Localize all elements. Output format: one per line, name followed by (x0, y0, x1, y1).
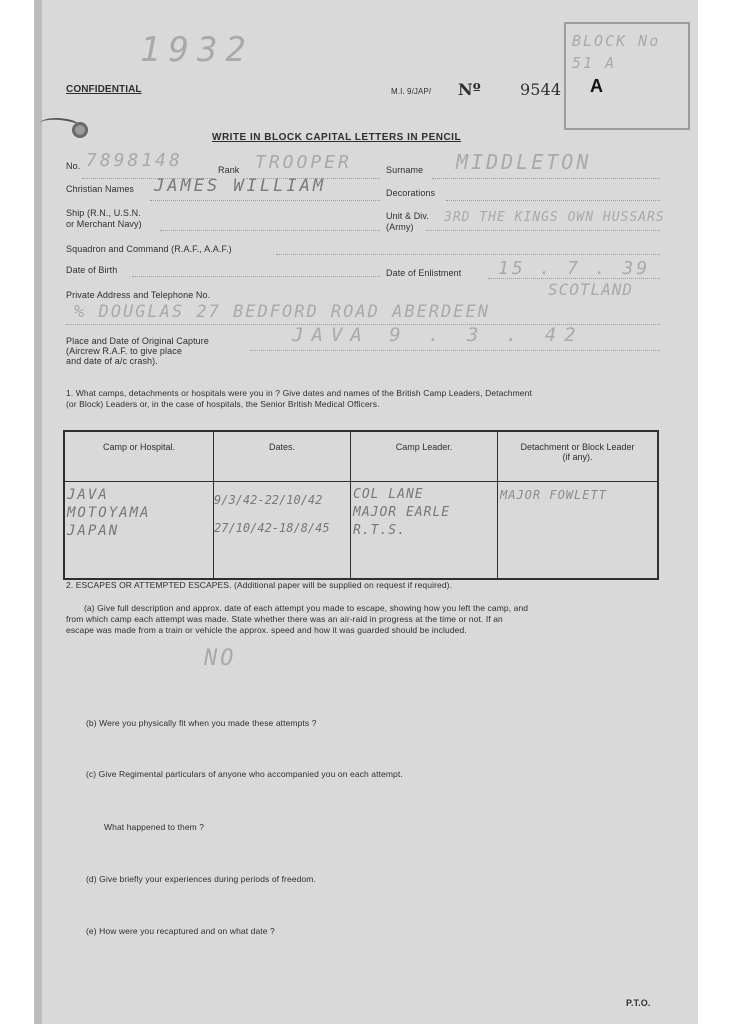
question-1-line-2: (or Block) Leaders or, in the case of hospitals, the Senior British Medical Officers. (66, 399, 380, 409)
capture-label-2: (Aircrew R.A.F. to give place (66, 346, 182, 356)
table-row (64, 482, 658, 580)
unit-label-2: (Army) (386, 222, 414, 232)
cell-camp-leader: COL LANE MAJOR EARLE R.T.S. (353, 487, 451, 538)
cell-dates: 9/3/42-22/10/42 27/10/42-18/8/45 (214, 493, 330, 535)
rank-value: TROOPER (255, 152, 352, 173)
unit-value: 3RD THE KINGS OWN HUSSARS (444, 210, 665, 225)
header-camp-leader: Camp Leader. (351, 431, 498, 482)
capture-label-1: Place and Date of Original Capture (66, 336, 209, 346)
question-2-heading: 2. ESCAPES OR ATTEMPTED ESCAPES. (Additional paper will be supplied on request if required). (66, 580, 453, 590)
capture-label-3: and date of a/c crash). (66, 356, 158, 366)
address-value-2: SCOTLAND (548, 280, 634, 299)
handwritten-year: 1932 (140, 30, 254, 70)
cell-camp: JAVA MOTOYAMA JAPAN (67, 487, 151, 539)
confidential-label: CONFIDENTIAL (66, 84, 142, 95)
number-label: Nº (458, 80, 481, 99)
camps-table (63, 430, 659, 580)
question-2a-line-1: (a) Give full description and approx. date of each attempt you made to escape, showing how you left the camp, and (84, 603, 529, 613)
punch-hole (72, 122, 88, 138)
address-label: Private Address and Telephone No. (66, 290, 211, 300)
question-1-line-1: 1. What camps, detachments or hospitals were you in ? Give dates and names of the British Camp Leaders, Detachment (66, 388, 532, 398)
stamp-letter: A (590, 76, 604, 96)
form-number: 9544 (520, 80, 562, 99)
header-dates: Dates. (214, 431, 351, 482)
enlistment-label: Date of Enlistment (386, 268, 462, 278)
surname-label: Surname (386, 165, 424, 175)
instruction-heading: WRITE IN BLOCK CAPITAL LETTERS IN PENCIL (212, 132, 462, 143)
number-field-value: 7898148 (86, 150, 183, 171)
surname-value: MIDDLETON (456, 150, 592, 174)
header-camp: Camp or Hospital. (64, 431, 214, 482)
decorations-label: Decorations (386, 188, 436, 198)
question-2a-line-2: from which camp each attempt was made. State whether there was an air-raid in progress at the time or not. If an (66, 614, 503, 624)
question-2a-answer: NO (204, 646, 237, 671)
cell-detachment-leader: MAJOR FOWLETT (500, 488, 607, 502)
address-value: % DOUGLAS 27 BEDFORD ROAD ABERDEEN (74, 302, 490, 322)
squadron-label: Squadron and Command (R.A.F., A.A.F.) (66, 244, 232, 254)
enlistment-value: 15 . 7 . 39 (498, 258, 651, 279)
ship-label-2: or Merchant Navy) (66, 219, 142, 229)
capture-value: JAVA 9 . 3 . 42 (292, 324, 584, 346)
stamp-text: BLOCK No 51 A (572, 32, 661, 72)
rank-label: Rank (218, 165, 240, 175)
christian-names-value: JAMES WILLIAM (154, 176, 327, 196)
question-2e: (e) How were you recaptured and on what date ? (86, 926, 275, 936)
question-2d: (d) Give briefly your experiences during periods of freedom. (86, 874, 316, 884)
question-2b: (b) Were you physically fit when you made these attempts ? (86, 718, 317, 728)
unit-label-1: Unit & Div. (386, 211, 429, 221)
header-detachment-leader: Detachment or Block Leader (if any). (498, 431, 659, 482)
christian-names-label: Christian Names (66, 184, 135, 194)
question-2c: (c) Give Regimental particulars of anyone who accompanied you on each attempt. (86, 769, 403, 779)
question-2a-line-3: escape was made from a train or vehicle the approx. speed and how it was guarded should be included. (66, 625, 467, 635)
pto-label: P.T.O. (626, 998, 651, 1008)
date-of-birth-label: Date of Birth (66, 265, 118, 275)
reference-code: M.I. 9/JAP/ (391, 87, 432, 96)
number-field-label: No. (66, 161, 81, 171)
question-2c-followup: What happened to them ? (104, 822, 205, 832)
ship-label-1: Ship (R.N., U.S.N. (66, 208, 141, 218)
binding-edge (0, 0, 42, 1024)
